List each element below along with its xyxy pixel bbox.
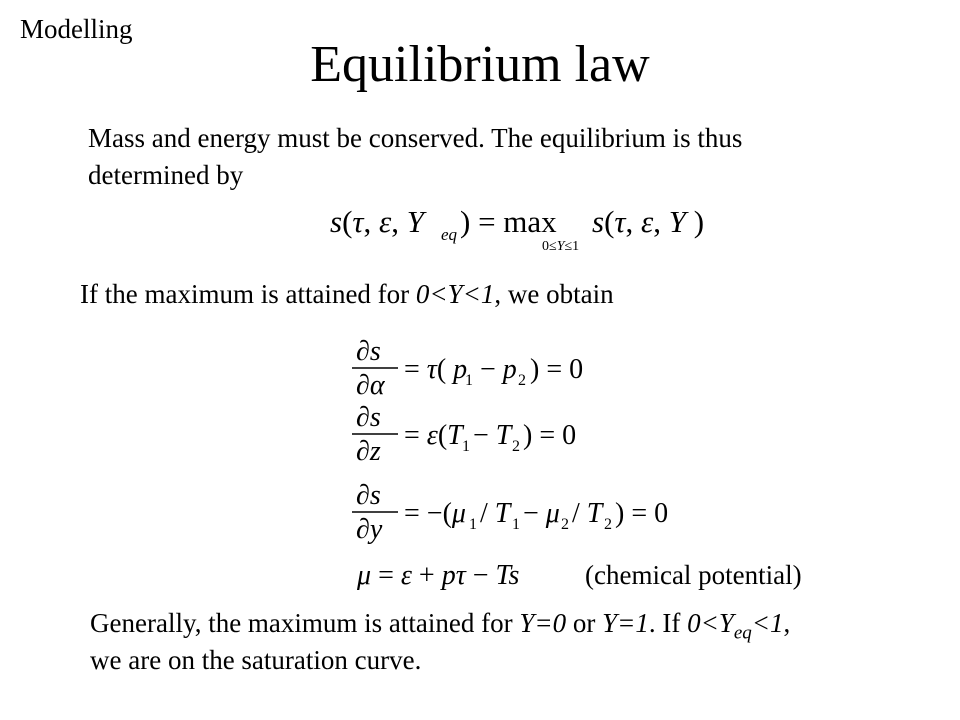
general-text-line-2: we are on the saturation curve. [90,645,422,675]
condition-text: If the maximum is attained for 0<Y<1, we obtain [80,279,614,309]
partial-y-equation [352,480,672,545]
svg-text:eq: eq [441,225,458,244]
svg-text:∂s: ∂s [356,480,381,511]
partial-alpha-equation [352,336,592,401]
svg-text:0≤Y≤1: 0≤Y≤1 [542,239,580,254]
partial-z-equation [352,402,592,467]
svg-text:s(τ, ε, Y ): s(τ, ε, Y ) [592,204,705,239]
svg-text:/ T: / T [572,498,603,529]
svg-text:2: 2 [604,516,612,533]
svg-text:1: 1 [512,516,520,533]
saturation-condition: $0<Y_{eq}<1$ [687,608,784,644]
section-label: Modelling [20,14,133,44]
svg-text:/ T: / T [480,498,511,529]
svg-text:− p: − p [480,354,517,385]
intro-text-line-2: determined by [88,160,244,190]
svg-text:= τ( p: = τ( p [404,354,468,385]
chemical-potential-note: (chemical potential) [585,560,802,590]
svg-text:2: 2 [561,516,569,533]
svg-text:1: 1 [469,516,477,533]
svg-text:) = max: ) = max [460,204,557,239]
svg-text:∂s: ∂s [356,336,381,367]
svg-text:− T: − T [473,420,512,451]
svg-text:2: 2 [518,372,526,389]
general-text-line-1: Generally, the maximum is attained for Y=0 or Y=1. If $0<Y_{eq}<1$, [90,608,791,644]
svg-text:s(τ, ε, Y: s(τ, ε, Y [330,204,424,239]
svg-text:= −(μ: = −(μ [404,498,466,529]
svg-text:1: 1 [462,438,470,455]
svg-text:) = 0: ) = 0 [530,354,584,385]
svg-text:− μ: − μ [523,498,560,529]
slide-title: Equilibrium law [310,36,650,93]
svg-text:1: 1 [465,372,473,389]
svg-text:∂y: ∂y [356,514,383,545]
svg-text:) = 0: ) = 0 [615,498,669,529]
condition-range: 0<Y<1 [415,279,495,309]
intro-text-line-1: Mass and energy must be conserved. The equilibrium is thus [88,123,743,153]
svg-text:2: 2 [512,438,520,455]
svg-text:μ = ε + pτ − Ts: μ = ε + pτ − Ts [357,560,520,591]
svg-text:∂z: ∂z [356,436,381,467]
equilibrium-max-equation [330,198,705,256]
svg-text:∂s: ∂s [356,402,381,433]
svg-text:= ε(T: = ε(T [404,420,463,451]
chemical-potential-equation [357,556,557,596]
svg-text:∂α: ∂α [356,370,385,401]
svg-text:) = 0: ) = 0 [523,420,577,451]
